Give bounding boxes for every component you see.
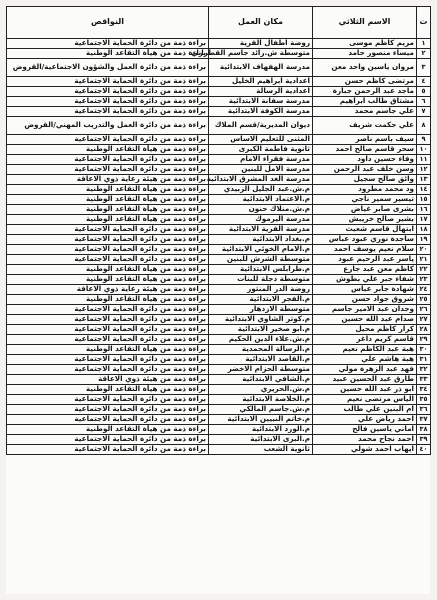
- table-row: [7, 435, 431, 445]
- row-number: ٢٧: [417, 315, 431, 325]
- table-row: [7, 205, 431, 215]
- row-name: علي جاسم محمد: [313, 107, 417, 117]
- row-name: هبة هاشم علي: [313, 355, 417, 365]
- row-workplace: روضة اطفال القرية: [209, 39, 313, 49]
- table-row: [7, 275, 431, 285]
- row-missing: براءة ذمة من دائرة الحماية الاجتماعية: [7, 435, 209, 445]
- row-workplace: م.ش.علاء الدين الحكيم: [209, 335, 313, 345]
- row-name: ساجدة نوري عبود عباس: [313, 235, 417, 245]
- row-workplace: م.الاعتماد الابتدائية: [209, 195, 313, 205]
- row-missing: براءة ذمة من دائرة الحماية الاجتماعية: [7, 255, 209, 265]
- row-missing: براءة ذمة من دائرة العمل والشؤون الاجتماعية/القروض: [7, 59, 209, 77]
- row-name: سيف باسم ناصر: [313, 135, 417, 145]
- table-row: [7, 225, 431, 235]
- row-missing: براءة ذمة من هيأة التقاعد الوطنية: [7, 195, 209, 205]
- row-workplace: مدرسة الامل للبنين: [209, 165, 313, 175]
- row-missing: براءة ذمة من دائرة الحماية الاجتماعية: [7, 165, 209, 175]
- table-row: [7, 325, 431, 335]
- row-number: ٢٢: [417, 265, 431, 275]
- document-sheet: [6, 6, 430, 594]
- row-number: ٣٩: [417, 435, 431, 445]
- row-number: ١٠: [417, 145, 431, 155]
- row-workplace: متوسطة ش.رائد جاسم القطراني: [209, 49, 313, 59]
- table-row: [7, 135, 431, 145]
- row-name: تيسير سمير ناجي: [313, 195, 417, 205]
- header-name: الاسم الثلاثي: [313, 7, 417, 39]
- row-workplace: مدرسة الكوفة الابتدائية: [209, 107, 313, 117]
- row-name: احمد نجاح محمد: [313, 435, 417, 445]
- row-workplace: م.بغداد الابتدائية: [209, 235, 313, 245]
- row-name: شروق جواد حسن: [313, 295, 417, 305]
- row-name: ميساء منصور حامد: [313, 49, 417, 59]
- row-missing: براءة ذمة من دائرة الحماية الاجتماعية: [7, 77, 209, 87]
- row-name: مريم كاظم موسى: [313, 39, 417, 49]
- row-missing: براءة ذمة من هيئة رعاية ذوي الاعاقة: [7, 175, 209, 185]
- row-missing: براءة ذمة من هيئة رعاية ذوي الاعاقة: [7, 285, 209, 295]
- row-missing: براءة ذمة من دائرة الحماية الاجتماعية: [7, 235, 209, 245]
- row-name: كرار كاظم محيل: [313, 325, 417, 335]
- row-name: مشتاق طالب ابراهيم: [313, 97, 417, 107]
- row-name: سلام نعيم يوسف احمد: [313, 245, 417, 255]
- table-row: [7, 265, 431, 275]
- row-workplace: م.خاتم النبيين الابتدائية: [209, 415, 313, 425]
- row-workplace: م.ابو صخير الابتدائية: [209, 325, 313, 335]
- row-workplace: مدرسة فقراء الامام: [209, 155, 313, 165]
- row-workplace: مدرسة القرية الابتدائية: [209, 225, 313, 235]
- row-missing: براءة ذمة من هيأة التقاعد الوطنية: [7, 385, 209, 395]
- table-row: [7, 335, 431, 345]
- row-name: وسن خلف عبد الرحمن: [313, 165, 417, 175]
- row-name: سحر قاسم صالح احمد: [313, 145, 417, 155]
- row-missing: براءة ذمة من دائرة الحماية الاجتماعية: [7, 39, 209, 49]
- row-workplace: مدرسة اليرموك: [209, 215, 313, 225]
- row-missing: براءة ذمة من هيأة التقاعد الوطنية: [7, 205, 209, 215]
- row-name: علي حكمت شريف: [313, 117, 417, 135]
- row-workplace: م.ش.جاسم المالكي: [209, 405, 313, 415]
- row-number: ١٣: [417, 175, 431, 185]
- table-row: [7, 405, 431, 415]
- row-number: ٧: [417, 107, 431, 117]
- row-missing: براءة ذمة من هيأة التقاعد الوطنية: [7, 275, 209, 285]
- row-workplace: متوسطة الحزام الاخضر: [209, 365, 313, 375]
- row-name: شفاء جبر علي بطوش: [313, 275, 417, 285]
- row-workplace: م.الرسالة المحمدية: [209, 345, 313, 355]
- row-missing: براءة ذمة من هيأة التقاعد الوطنية: [7, 215, 209, 225]
- table-header-row: [7, 7, 431, 39]
- row-name: صدام عبد الله حسين: [313, 315, 417, 325]
- row-number: ٢٨: [417, 325, 431, 335]
- table-row: [7, 59, 431, 77]
- row-name: وائق صالح سجيل: [313, 175, 417, 185]
- row-name: ود محمد مطرود: [313, 185, 417, 195]
- row-number: ٢: [417, 49, 431, 59]
- row-name: قاسم كريم داغر: [313, 335, 417, 345]
- row-workplace: مدرسة الغد المشرق الابتدائية: [209, 175, 313, 185]
- table-row: [7, 175, 431, 185]
- row-missing: براءة ذمة من دائرة الحماية الاجتماعية: [7, 135, 209, 145]
- table-row: [7, 365, 431, 375]
- row-workplace: ديوان المديرية/قسم الملاك: [209, 117, 313, 135]
- row-number: ٢٩: [417, 335, 431, 345]
- table-body: [7, 39, 431, 455]
- row-name: ابتهال قاسم شعيث: [313, 225, 417, 235]
- table-row: [7, 145, 431, 155]
- row-missing: براءة ذمة من دائرة الحماية الاجتماعية: [7, 445, 209, 455]
- row-number: ٣١: [417, 355, 431, 365]
- row-missing: براءة ذمة من هيأة التقاعد الوطنية: [7, 145, 209, 155]
- row-missing: براءة ذمة من دائرة الحماية الاجتماعية: [7, 305, 209, 315]
- row-number: ٢٣: [417, 275, 431, 285]
- row-name: وفاء حسين داود: [313, 155, 417, 165]
- row-missing: براءة ذمة من دائرة الحماية الاجتماعية: [7, 107, 209, 117]
- row-number: ٣٨: [417, 425, 431, 435]
- table-row: [7, 215, 431, 225]
- row-number: ١٧: [417, 215, 431, 225]
- row-number: ٣٥: [417, 395, 431, 405]
- row-missing: براءة ذمة من دائرة الحماية الاجتماعية: [7, 365, 209, 375]
- row-workplace: ثانوية الشعب: [209, 445, 313, 455]
- row-number: ٩: [417, 135, 431, 145]
- row-missing: براءة ذمة من دائرة الحماية الاجتماعية: [7, 415, 209, 425]
- row-number: ٣٦: [417, 405, 431, 415]
- row-missing: براءة ذمة من دائرة الحماية الاجتماعية: [7, 395, 209, 405]
- row-workplace: م.الامام الخوئي الابتدائية: [209, 245, 313, 255]
- row-missing: براءة ذمة من هيأة التقاعد الوطنية: [7, 49, 209, 59]
- table-row: [7, 117, 431, 135]
- row-number: ٢١: [417, 255, 431, 265]
- row-workplace: م.ش.عبد الجليل الزبيدي: [209, 185, 313, 195]
- header-number: ت: [417, 7, 431, 39]
- row-workplace: م.الورد الابتدائية: [209, 425, 313, 435]
- row-number: ٨: [417, 117, 431, 135]
- row-name: طارق عبد الحسين عبيد: [313, 375, 417, 385]
- table-row: [7, 255, 431, 265]
- row-number: ١٨: [417, 225, 431, 235]
- row-name: بشير صالح خريبش: [313, 215, 417, 225]
- table-row: [7, 445, 431, 455]
- table-row: [7, 305, 431, 315]
- row-number: ٥: [417, 87, 431, 97]
- row-missing: براءة ذمة من هيأة التقاعد الوطنية: [7, 295, 209, 305]
- row-name: احمد رياض علي: [313, 415, 417, 425]
- table-row: [7, 39, 431, 49]
- row-workplace: متوسطة دجلة للبنات: [209, 275, 313, 285]
- row-workplace: متوسطة الازدهار: [209, 305, 313, 315]
- row-workplace: م.كوثر الشاوي الابتدائية: [209, 315, 313, 325]
- row-workplace: م.الشافي الابتدائية: [209, 375, 313, 385]
- row-name: فهد عبد الزهرة مولي: [313, 365, 417, 375]
- row-number: ٣٢: [417, 365, 431, 375]
- row-number: ٣٠: [417, 345, 431, 355]
- deficiencies-table: [6, 6, 431, 455]
- table-row: [7, 49, 431, 59]
- row-number: ١٦: [417, 205, 431, 215]
- row-name: بشرى صابر غياض: [313, 205, 417, 215]
- table-row: [7, 425, 431, 435]
- row-workplace: المثنى للتعليم الاساس: [209, 135, 313, 145]
- table-row: [7, 155, 431, 165]
- row-number: ٢٦: [417, 305, 431, 315]
- row-missing: براءة ذمة من هيئة ذوي الاعاقة: [7, 375, 209, 385]
- row-missing: براءة ذمة من دائرة العمل والتدريب المهني/القروض: [7, 117, 209, 135]
- row-workplace: ثانوية فاطمة الكبرى: [209, 145, 313, 155]
- table-row: [7, 195, 431, 205]
- table-row: [7, 285, 431, 295]
- table-row: [7, 245, 431, 255]
- row-number: ٣٤: [417, 385, 431, 395]
- table-row: [7, 97, 431, 107]
- row-missing: براءة ذمة من هيأة التقاعد الوطنية: [7, 185, 209, 195]
- row-number: ٣٧: [417, 415, 431, 425]
- table-row: [7, 415, 431, 425]
- row-name: اماني ياسين فالح: [313, 425, 417, 435]
- table-row: [7, 165, 431, 175]
- row-number: ٢٤: [417, 285, 431, 295]
- row-number: ٢٠: [417, 245, 431, 255]
- table-row: [7, 315, 431, 325]
- row-number: ١٥: [417, 195, 431, 205]
- row-name: ابو ذر عبد الله حسين: [313, 385, 417, 395]
- row-name: شهادة جابر عباس: [313, 285, 417, 295]
- row-missing: براءة ذمة من دائرة الحماية الاجتماعية: [7, 97, 209, 107]
- row-name: ايهاب احمد شولي: [313, 445, 417, 455]
- row-workplace: م.الفجر الابتدائية: [209, 295, 313, 305]
- table-row: [7, 77, 431, 87]
- row-missing: براءة ذمة من دائرة الحماية الاجتماعية: [7, 335, 209, 345]
- row-workplace: م.القاصد الابتدائية: [209, 355, 313, 365]
- row-number: ٤٠: [417, 445, 431, 455]
- row-name: ماجد عبد الرحمن جبارة: [313, 87, 417, 97]
- table-row: [7, 385, 431, 395]
- row-missing: براءة ذمة من هيأة التقاعد الوطنية: [7, 265, 209, 275]
- table-row: [7, 185, 431, 195]
- row-number: ٣٣: [417, 375, 431, 385]
- row-missing: براءة ذمة من دائرة الحماية الاجتماعية: [7, 87, 209, 97]
- table-row: [7, 395, 431, 405]
- row-name: هبة عبد الكاظم نعيم: [313, 345, 417, 355]
- row-missing: براءة ذمة من دائرة الحماية الاجتماعية: [7, 325, 209, 335]
- header-workplace: مكان العمل: [209, 7, 313, 39]
- row-number: ٢٥: [417, 295, 431, 305]
- row-name: كاظم معن عبد جارع: [313, 265, 417, 275]
- row-missing: براءة ذمة من دائرة الحماية الاجتماعية: [7, 315, 209, 325]
- row-name: وجدان عبد الامير جاسم: [313, 305, 417, 315]
- row-workplace: متوسطة الشرش للبنين: [209, 255, 313, 265]
- row-workplace: م.ش.منلاك حنون: [209, 205, 313, 215]
- row-number: ٤: [417, 77, 431, 87]
- row-number: ٣: [417, 59, 431, 77]
- row-missing: براءة ذمة من دائرة الحماية الاجتماعية: [7, 245, 209, 255]
- row-workplace: مدرسة سفانة الابتدائية: [209, 97, 313, 107]
- table-row: [7, 87, 431, 97]
- row-workplace: اعدادية الرسالة: [209, 87, 313, 97]
- row-number: ١٤: [417, 185, 431, 195]
- row-name: ياسر عبد الرحيم عبود: [313, 255, 417, 265]
- row-number: ٦: [417, 97, 431, 107]
- row-workplace: م.ش.الحريري: [209, 385, 313, 395]
- row-missing: براءة ذمة من هيأة التقاعد الوطنية: [7, 425, 209, 435]
- row-number: ١: [417, 39, 431, 49]
- row-name: ام البنين علي طالب: [313, 405, 417, 415]
- table-row: [7, 355, 431, 365]
- row-missing: براءة ذمة من دائرة الحماية الاجتماعية: [7, 405, 209, 415]
- row-workplace: مدرسة الهفهاف الابتدائية: [209, 59, 313, 77]
- row-name: مرتضى كاظم حسن: [313, 77, 417, 87]
- row-missing: براءة ذمة من هيأة التقاعد الوطنية: [7, 345, 209, 355]
- row-workplace: م.البرى الابتدائية: [209, 435, 313, 445]
- row-number: ١٢: [417, 165, 431, 175]
- row-name: الياس مرتضى نعيم: [313, 395, 417, 405]
- table-row: [7, 235, 431, 245]
- header-missing: النواقص: [7, 7, 209, 39]
- row-name: مروان ياسين واحد معن: [313, 59, 417, 77]
- row-workplace: م.طرابلس الابتدائية: [209, 265, 313, 275]
- row-missing: براءة ذمة من دائرة الحماية الاجتماعية: [7, 355, 209, 365]
- row-workplace: اعدادية ابراهيم الخليل: [209, 77, 313, 87]
- row-missing: براءة ذمة من دائرة الحماية الاجتماعية: [7, 225, 209, 235]
- table-row: [7, 107, 431, 117]
- row-missing: براءة ذمة من دائرة الحماية الاجتماعية: [7, 155, 209, 165]
- row-workplace: م.الخلاصة الابتدائية: [209, 395, 313, 405]
- row-workplace: روضة الدر المنثور: [209, 285, 313, 295]
- row-number: ١٩: [417, 235, 431, 245]
- row-number: ١١: [417, 155, 431, 165]
- table-row: [7, 295, 431, 305]
- table-row: [7, 345, 431, 355]
- table-row: [7, 375, 431, 385]
